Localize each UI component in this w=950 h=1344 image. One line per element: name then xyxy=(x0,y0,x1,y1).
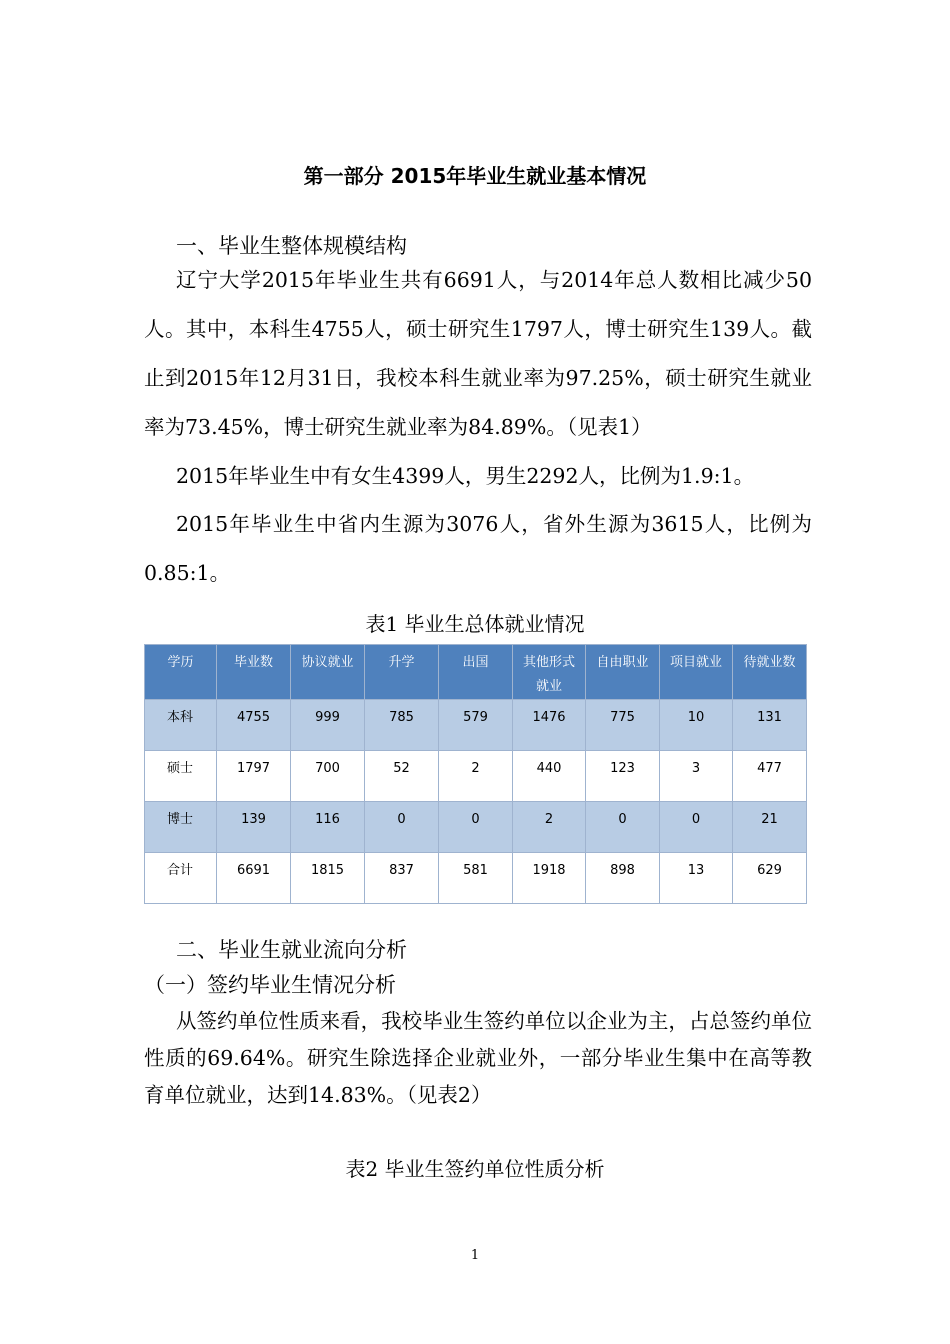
table-cell: 10 xyxy=(660,700,733,751)
table2-caption: 表2 毕业生签约单位性质分析 xyxy=(345,1157,605,1181)
table-cell: 440 xyxy=(513,751,586,802)
table-cell: 3 xyxy=(660,751,733,802)
table-cell: 1476 xyxy=(513,700,586,751)
table-cell: 6691 xyxy=(217,853,291,904)
table-cell: 硕士 xyxy=(145,751,217,802)
page-number: 1 xyxy=(470,1248,480,1263)
table-cell: 0 xyxy=(660,802,733,853)
table-cell: 898 xyxy=(586,853,660,904)
table-cell: 123 xyxy=(586,751,660,802)
table-cell: 1918 xyxy=(513,853,586,904)
table-cell: 1815 xyxy=(291,853,365,904)
table-row xyxy=(145,700,807,751)
table-cell: 775 xyxy=(586,700,660,751)
table-cell: 21 xyxy=(733,802,807,853)
table-row xyxy=(145,802,807,853)
table-cell: 2 xyxy=(439,751,513,802)
paragraph-contract-analysis: 从签约单位性质来看，我校毕业生签约单位以企业为主，占总签约单位性质的69.64%。研究生除选择企业就业外，一部分毕业生集中在高等教育单位就业，达到14.83%。（见表2） xyxy=(144,1009,812,1107)
table-cell: 837 xyxy=(365,853,439,904)
table-cell: 52 xyxy=(365,751,439,802)
table-cell: 581 xyxy=(439,853,513,904)
section-heading-flow: 二、毕业生就业流向分析 xyxy=(176,938,407,962)
table-row-total xyxy=(145,853,807,904)
column-header: 项目就业 xyxy=(660,645,733,700)
table-cell: 0 xyxy=(586,802,660,853)
column-header: 毕业数 xyxy=(217,645,291,700)
paragraph-gender-ratio: 2015年毕业生中有女生4399人，男生2292人，比例为1.9:1。 xyxy=(176,464,755,488)
paragraph-origin-ratio: 2015年毕业生中省内生源为3076人，省外生源为3615人，比例为0.85:1。 xyxy=(144,512,812,585)
table-cell: 579 xyxy=(439,700,513,751)
paragraph-graduate-overview: 辽宁大学2015年毕业生共有6691人，与2014年总人数相比减少50人。其中，本科生4755人，硕士研究生1797人，博士研究生139人。截止到2015年12月31日，我校本科生就业率为97.25%，硕士研究生就业率为73.45%，博士研究生就业率为84.89%。（见表1） xyxy=(144,268,812,439)
table-cell: 2 xyxy=(513,802,586,853)
column-header: 其他形式就业 xyxy=(513,645,586,700)
table-cell: 4755 xyxy=(217,700,291,751)
table-cell: 999 xyxy=(291,700,365,751)
section-heading-scale: 一、毕业生整体规模结构 xyxy=(176,234,407,258)
table1-caption: 表1 毕业生总体就业情况 xyxy=(365,612,585,636)
column-header: 待就业数 xyxy=(733,645,807,700)
column-header: 出国 xyxy=(439,645,513,700)
employment-table xyxy=(144,644,807,904)
column-header: 升学 xyxy=(365,645,439,700)
page-title: 第一部分 2015年毕业生就业基本情况 xyxy=(303,164,647,188)
table-cell: 13 xyxy=(660,853,733,904)
column-header: 自由职业 xyxy=(586,645,660,700)
table-row xyxy=(145,751,807,802)
table-cell: 785 xyxy=(365,700,439,751)
table-cell: 博士 xyxy=(145,802,217,853)
table-cell: 700 xyxy=(291,751,365,802)
table-header-row xyxy=(145,645,807,700)
table-cell: 1797 xyxy=(217,751,291,802)
table-cell: 477 xyxy=(733,751,807,802)
table-cell: 116 xyxy=(291,802,365,853)
table-cell: 本科 xyxy=(145,700,217,751)
table-cell: 0 xyxy=(365,802,439,853)
table-cell: 合计 xyxy=(145,853,217,904)
column-header: 学历 xyxy=(145,645,217,700)
table-cell: 0 xyxy=(439,802,513,853)
table-cell: 131 xyxy=(733,700,807,751)
table-cell: 629 xyxy=(733,853,807,904)
column-header: 协议就业 xyxy=(291,645,365,700)
table-cell: 139 xyxy=(217,802,291,853)
subsection-heading-contracts: （一）签约毕业生情况分析 xyxy=(144,973,396,997)
